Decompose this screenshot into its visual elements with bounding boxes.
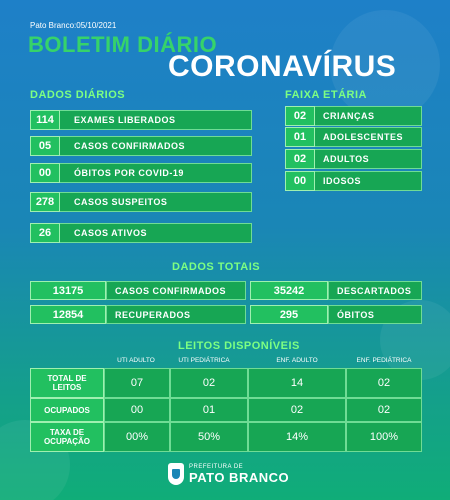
city-logo: [168, 463, 289, 485]
beds-row-header: [30, 422, 104, 452]
total-confirmed-value: 13175: [30, 281, 106, 300]
beds-col-header: ENF. ADULTO: [276, 357, 318, 364]
crest-icon: [168, 463, 184, 485]
daily-row: [30, 192, 252, 212]
beds-cell: 02: [170, 368, 248, 398]
beds-cell: 14: [248, 368, 346, 398]
daily-section-title: DADOS DIÁRIOS: [30, 89, 126, 101]
bulletin-title: BOLETIM DIÁRIO: [28, 32, 218, 57]
beds-cell: 14%: [248, 422, 346, 452]
beds-cell: 07: [104, 368, 170, 398]
beds-row-header: [30, 368, 104, 398]
daily-label: CASOS ATIVOS: [60, 223, 252, 243]
beds-row-label: LEITOS: [52, 383, 82, 392]
bulletin-date: Pato Branco:05/10/2021: [30, 21, 117, 30]
daily-row: [30, 163, 252, 183]
bulletin-subtitle: CORONAVÍRUS: [168, 50, 397, 83]
age-value: 01: [285, 127, 315, 147]
daily-label: ÓBITOS POR COVID-19: [60, 163, 252, 183]
age-value: 00: [285, 171, 315, 191]
age-value: 02: [285, 106, 315, 126]
beds-cell: 01: [170, 398, 248, 422]
daily-value: 26: [30, 223, 60, 243]
age-label: IDOSOS: [315, 171, 422, 191]
beds-cell: 100%: [346, 422, 422, 452]
total-discarded-value: 35242: [250, 281, 328, 300]
beds-cell: 00%: [104, 422, 170, 452]
daily-value: 114: [30, 110, 60, 130]
beds-cell: 02: [346, 398, 422, 422]
daily-row: [30, 110, 252, 130]
total-recovered-value: 12854: [30, 305, 106, 324]
beds-row-label: TAXA DE: [49, 428, 85, 437]
daily-label: CASOS CONFIRMADOS: [60, 136, 252, 156]
daily-label: EXAMES LIBERADOS: [60, 110, 252, 130]
beds-row-label: OCUPADOS: [44, 405, 90, 415]
age-label: ADULTOS: [315, 149, 422, 169]
totals-section-title: DADOS TOTAIS: [172, 261, 261, 273]
age-row: [285, 106, 422, 126]
age-row: [285, 149, 422, 169]
total-deaths-label: ÓBITOS: [328, 305, 422, 324]
logo-line2: PATO BRANCO: [189, 469, 290, 485]
total-confirmed-label: CASOS CONFIRMADOS: [106, 281, 246, 300]
beds-section-title: LEITOS DISPONÍVEIS: [178, 340, 300, 352]
beds-cell: 02: [346, 368, 422, 398]
beds-row-header: [30, 398, 104, 422]
age-row: [285, 127, 422, 147]
age-value: 02: [285, 149, 315, 169]
daily-value: 278: [30, 192, 60, 212]
beds-row-label: OCUPAÇÃO: [43, 437, 91, 446]
daily-row: [30, 136, 252, 156]
beds-row-label: TOTAL DE: [47, 374, 87, 383]
beds-cell: 50%: [170, 422, 248, 452]
total-recovered-label: RECUPERADOS: [106, 305, 246, 324]
beds-cell: 02: [248, 398, 346, 422]
daily-value: 05: [30, 136, 60, 156]
age-row: [285, 171, 422, 191]
total-deaths-value: 295: [250, 305, 328, 324]
age-label: ADOLESCENTES: [315, 127, 422, 147]
daily-value: 00: [30, 163, 60, 183]
total-discarded-label: DESCARTADOS: [328, 281, 422, 300]
beds-col-header: ENF. PEDIÁTRICA: [356, 357, 412, 364]
daily-label: CASOS SUSPEITOS: [60, 192, 252, 212]
daily-row: [30, 223, 252, 243]
age-section-title: FAIXA ETÁRIA: [285, 89, 367, 101]
age-label: CRIANÇAS: [315, 106, 422, 126]
beds-col-header: UTI PEDIÁTRICA: [178, 357, 230, 364]
beds-cell: 00: [104, 398, 170, 422]
logo-line1: PREFEITURA DE: [189, 463, 244, 470]
beds-col-header: UTI ADULTO: [117, 357, 155, 364]
